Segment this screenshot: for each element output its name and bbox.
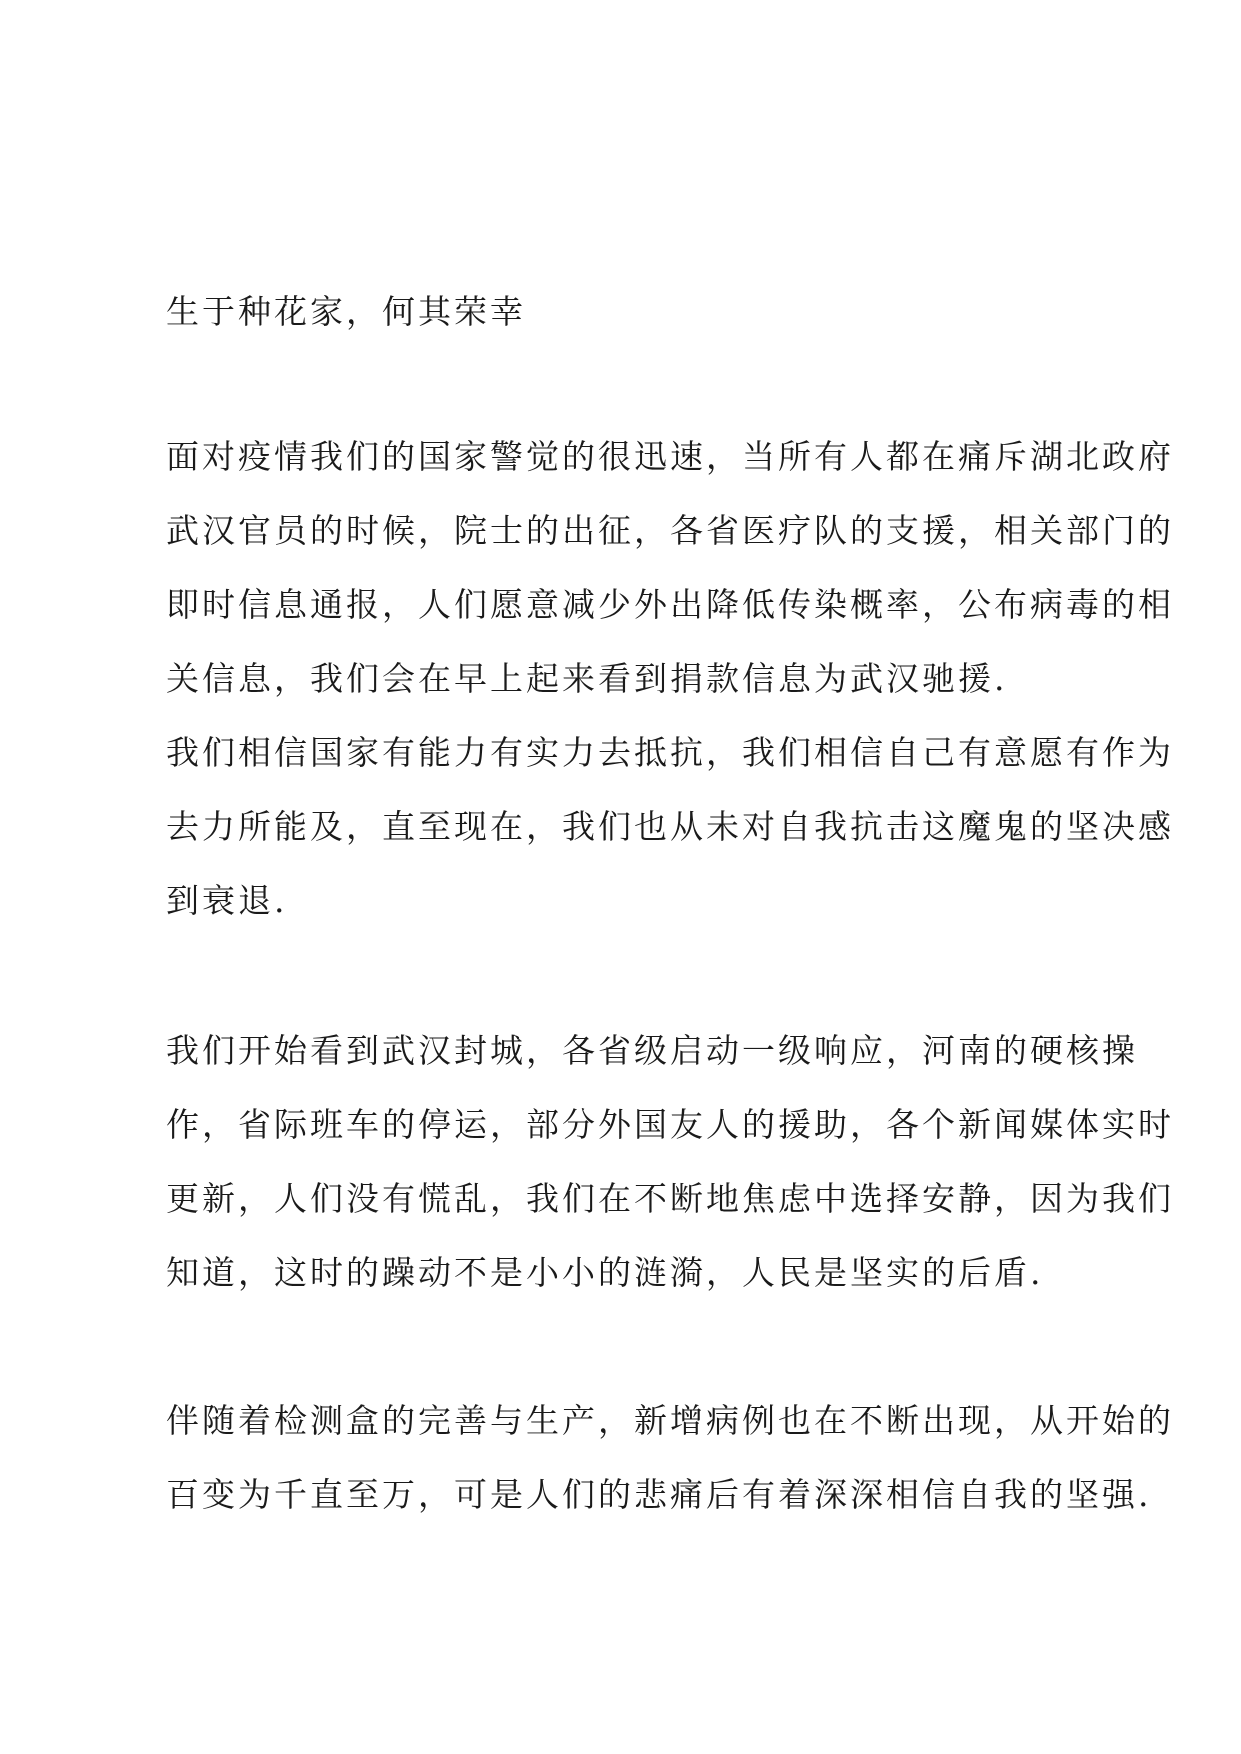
document-title: 生于种花家，何其荣幸 (166, 292, 526, 331)
paragraph-line: 更新，人们没有慌乱，我们在不断地焦虑中选择安静，因为我们 (166, 1179, 1174, 1218)
paragraph-line: 即时信息通报，人们愿意减少外出降低传染概率，公布病毒的相 (166, 585, 1174, 624)
paragraph-line: 作，省际班车的停运，部分外国友人的援助，各个新闻媒体实时 (166, 1105, 1174, 1144)
paragraph-line: 武汉官员的时候，院士的出征，各省医疗队的支援，相关部门的 (166, 511, 1174, 550)
paragraph-line: 伴随着检测盒的完善与生产，新增病例也在不断出现，从开始的 (166, 1401, 1174, 1440)
paragraph-line: 到衰退. (166, 881, 288, 920)
paragraph-3 (166, 1014, 1174, 1310)
paragraph-line: 关信息，我们会在早上起来看到捐款信息为武汉驰援. (166, 659, 1008, 698)
paragraph-1 (166, 420, 1174, 716)
paragraph-line: 百变为千直至万，可是人们的悲痛后有着深深相信自我的坚强. (166, 1475, 1152, 1514)
paragraph-4 (166, 1384, 1174, 1532)
paragraph-line: 知道，这时的躁动不是小小的涟漪，人民是坚实的后盾. (166, 1253, 1044, 1292)
paragraph-line: 我们相信国家有能力有实力去抵抗，我们相信自己有意愿有作为 (166, 733, 1174, 772)
paragraph-line: 面对疫情我们的国家警觉的很迅速，当所有人都在痛斥湖北政府 (166, 437, 1174, 476)
paragraph-line: 我们开始看到武汉封城，各省级启动一级响应，河南的硬核操 (166, 1031, 1138, 1070)
paragraph-2 (166, 716, 1174, 938)
paragraph-line: 去力所能及，直至现在，我们也从未对自我抗击这魔鬼的坚决感 (166, 807, 1174, 846)
